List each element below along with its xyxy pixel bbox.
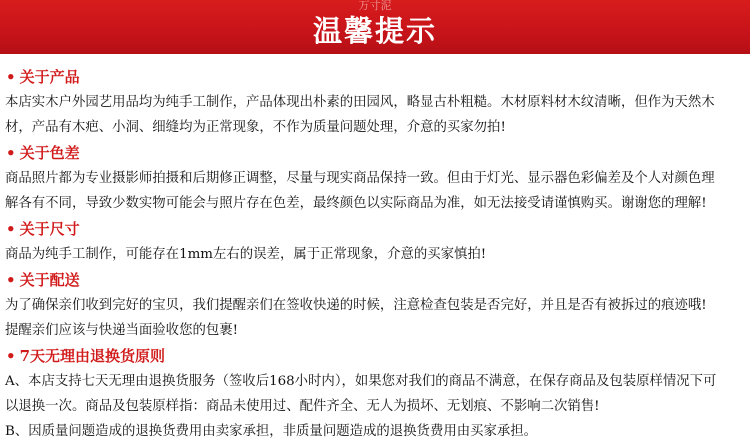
paragraph-line: 提醒亲们应该与快递当面验收您的包裹! <box>5 323 239 338</box>
bullet-icon: • <box>6 144 16 162</box>
section-heading <box>0 267 750 293</box>
page-title: 温馨提示 <box>312 14 437 48</box>
notice-content <box>0 64 750 444</box>
section-delivery <box>0 267 750 343</box>
bullet-icon: • <box>6 347 16 365</box>
bullet-icon: • <box>6 220 16 238</box>
paragraph-line: B、因质量问题造成的退换货费用由卖家承担，非质量问题造成的退换货费用由买家承担。 <box>5 424 538 439</box>
heading-text: 7天无理由退换货原则 <box>19 347 166 365</box>
section-heading <box>0 64 750 90</box>
paragraph-line: 解各有不同，导致少数实物可能会与照片存在色差，最终颜色以实际商品为准，如无法接受请谨慎购买。谢谢您的理解! <box>5 196 707 211</box>
paragraph-line: 商品照片都为专业摄影师拍摄和后期修正调整，尽量与现实商品保持一致。但由于灯光、显示器色彩偏差及个人对颜色理 <box>5 171 715 186</box>
section-size <box>0 216 750 267</box>
section-return-policy <box>0 343 750 444</box>
paragraph-line: A、本店支持七天无理由退换货服务（签收后168小时内），如果您对我们的商品不满意，在保存商品及包装原样情况下可 <box>5 374 717 389</box>
section-product <box>0 64 750 140</box>
heading-text: 关于产品 <box>19 68 80 86</box>
paragraph-line: 以退换一次。商品及包装原样指：商品未使用过、配件齐全、无人为损坏、无划痕、不影响二次销售! <box>5 399 600 414</box>
header-banner <box>0 0 750 54</box>
section-heading <box>0 140 750 166</box>
section-heading <box>0 343 750 369</box>
bullet-icon: • <box>6 271 16 289</box>
watermark-text: 万寸泥 <box>358 0 392 12</box>
heading-text: 关于尺寸 <box>19 220 80 238</box>
heading-text: 关于色差 <box>19 144 80 162</box>
bullet-icon: • <box>6 68 16 86</box>
heading-text: 关于配送 <box>19 271 80 289</box>
section-color-difference <box>0 140 750 216</box>
paragraph-line: 为了确保亲们收到完好的宝贝，我们提醒亲们在签收快递的时候，注意检查包装是否完好，并且是否有被拆过的痕迹哦! <box>5 298 707 313</box>
paragraph-line: 材，产品有木疤、小洞、细缝均为正常现象，不作为质量问题处理，介意的买家勿拍! <box>5 120 506 135</box>
paragraph-line: 本店实木户外园艺用品均为纯手工制作，产品体现出朴素的田园风，略显古朴粗糙。木材原料材木纹清晰，但作为天然木 <box>5 95 715 110</box>
paragraph-line: 商品为纯手工制作，可能存在1mm左右的误差，属于正常现象，介意的买家慎拍! <box>5 247 487 262</box>
section-heading <box>0 216 750 242</box>
